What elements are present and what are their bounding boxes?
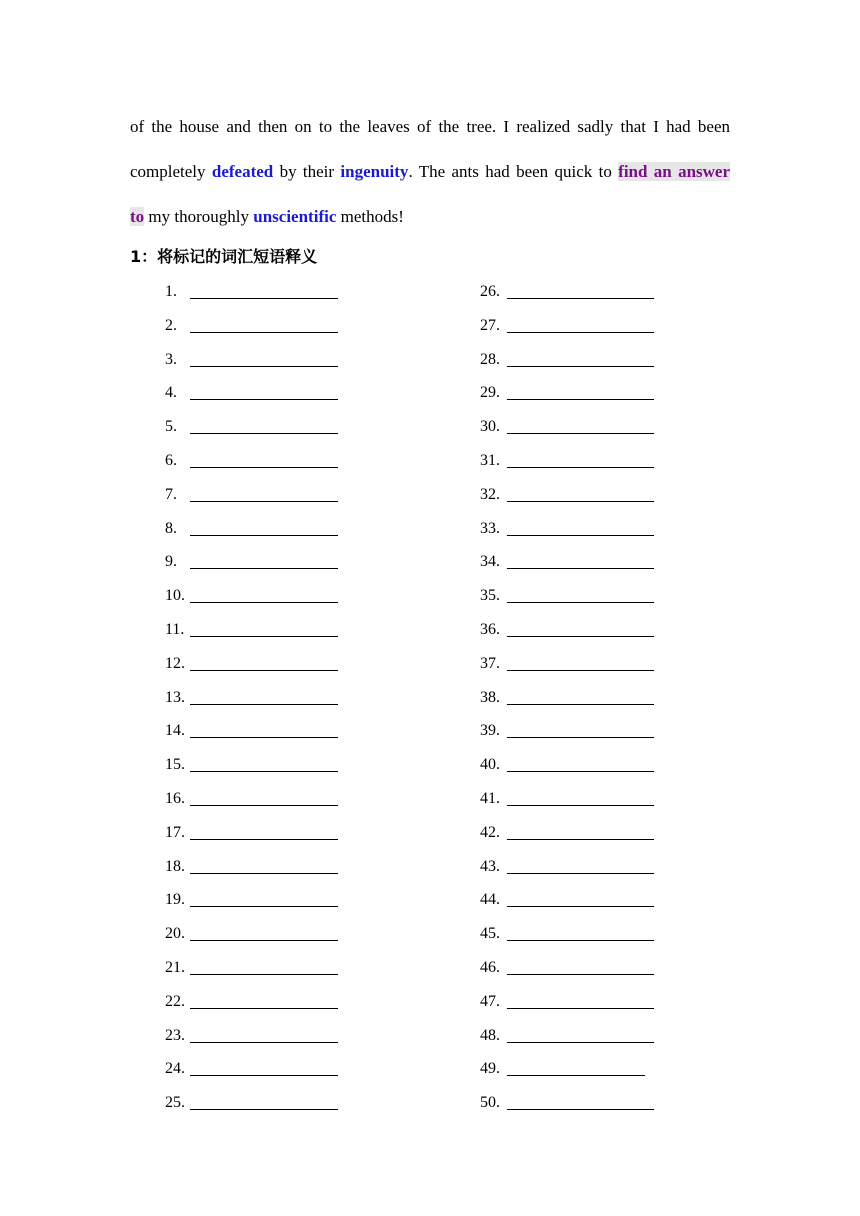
answer-blank[interactable]	[190, 873, 338, 874]
item-number: 34.	[480, 553, 500, 571]
answer-item	[165, 483, 365, 507]
answer-item	[480, 652, 680, 676]
item-number: 39.	[480, 722, 500, 740]
item-number: 17.	[165, 823, 185, 841]
item-number: 38.	[480, 688, 500, 706]
item-number: 22.	[165, 992, 185, 1010]
passage-line-2	[130, 160, 730, 184]
answer-blank[interactable]	[507, 771, 654, 772]
answer-blank[interactable]	[190, 771, 338, 772]
item-number: 3.	[165, 350, 177, 368]
item-number: 41.	[480, 790, 500, 807]
answer-item	[480, 922, 680, 946]
answer-item	[480, 990, 680, 1014]
answer-item	[480, 1024, 680, 1048]
answer-item	[480, 449, 680, 473]
answer-blank[interactable]	[507, 839, 654, 840]
item-number: 29.	[480, 384, 500, 402]
item-number: 47.	[480, 992, 500, 1010]
answer-item	[165, 855, 365, 879]
answer-item	[165, 1024, 365, 1048]
answer-blank[interactable]	[507, 1042, 654, 1043]
keyword-ingenuity: ingenuity	[340, 162, 409, 181]
answer-item	[480, 618, 680, 642]
item-number: 48.	[480, 1026, 500, 1044]
answer-item	[165, 956, 365, 980]
answer-blank[interactable]	[190, 568, 338, 569]
item-number: 10.	[165, 587, 185, 605]
item-number: 6.	[165, 452, 177, 469]
answer-blank[interactable]	[507, 805, 654, 806]
answer-blank[interactable]	[190, 399, 338, 400]
answer-blank[interactable]	[190, 1042, 338, 1043]
answer-blank[interactable]	[190, 332, 338, 333]
item-number: 40.	[480, 756, 500, 774]
item-number: 24.	[165, 1060, 185, 1078]
answer-item	[165, 719, 365, 743]
answer-blank[interactable]	[190, 974, 338, 975]
answer-item	[165, 584, 365, 608]
answer-blank[interactable]	[190, 535, 338, 536]
answer-item	[165, 753, 365, 777]
keyword-defeated: defeated	[211, 162, 274, 181]
answer-item	[480, 855, 680, 879]
answer-item	[165, 922, 365, 946]
phrase-find-an-answer: find an answer	[618, 162, 731, 181]
answer-item	[480, 314, 680, 338]
answer-blank[interactable]	[190, 839, 338, 840]
answer-item	[165, 314, 365, 338]
item-number: 19.	[165, 891, 185, 909]
passage-line-1: of the house and then on to the leaves of the tree. I realized sadly that I had been	[130, 117, 730, 136]
task-heading: 1：将标记的词汇短语释义	[130, 247, 318, 266]
answer-item	[165, 280, 365, 304]
item-number: 25.	[165, 1094, 185, 1112]
answer-item	[480, 787, 680, 811]
item-number: 33.	[480, 519, 500, 537]
passage-text: methods!	[336, 207, 404, 226]
answer-item	[480, 888, 680, 912]
answer-item	[165, 821, 365, 845]
passage-text: by their	[273, 162, 341, 181]
item-number: 9.	[165, 553, 177, 571]
answer-blank[interactable]	[190, 433, 338, 434]
answer-item	[165, 415, 365, 439]
answer-item	[480, 719, 680, 743]
answer-item	[480, 1057, 680, 1081]
answer-item	[165, 787, 365, 811]
passage-text: completely	[130, 162, 212, 181]
answer-item	[480, 483, 680, 507]
answer-blank[interactable]	[507, 873, 654, 874]
passage-line-3	[130, 205, 730, 229]
answer-blank[interactable]	[507, 704, 654, 705]
answer-blank[interactable]	[190, 704, 338, 705]
answer-blank[interactable]	[190, 501, 338, 502]
answer-blank[interactable]	[507, 636, 654, 637]
answer-blank[interactable]	[507, 433, 654, 434]
passage-text: my thoroughly	[144, 207, 254, 226]
item-number: 1.	[165, 283, 177, 300]
item-number: 31.	[480, 452, 500, 469]
answer-item	[480, 550, 680, 574]
item-number: 4.	[165, 384, 177, 402]
phrase-to: to	[130, 207, 145, 226]
answer-item	[480, 821, 680, 845]
answer-blank[interactable]	[507, 1109, 654, 1110]
answer-blank[interactable]	[190, 906, 338, 907]
answer-item	[480, 956, 680, 980]
item-number: 49.	[480, 1060, 500, 1078]
item-number: 36.	[480, 621, 500, 638]
item-number: 44.	[480, 891, 500, 909]
answer-item	[165, 888, 365, 912]
answer-item	[165, 618, 365, 642]
answer-blank[interactable]	[190, 636, 338, 637]
item-number: 5.	[165, 418, 177, 436]
item-number: 21.	[165, 959, 185, 976]
answer-blank[interactable]	[190, 1075, 338, 1076]
item-number: 8.	[165, 519, 177, 537]
answer-blank[interactable]	[190, 602, 338, 603]
answer-item	[480, 517, 680, 541]
keyword-unscientific: unscientific	[253, 207, 337, 226]
item-number: 12.	[165, 654, 185, 672]
answer-blank[interactable]	[507, 906, 654, 907]
answer-item	[480, 753, 680, 777]
answer-blank[interactable]	[507, 1008, 654, 1009]
item-number: 43.	[480, 857, 500, 875]
answer-item	[480, 1091, 680, 1115]
answer-blank[interactable]	[507, 332, 654, 333]
answer-blank[interactable]	[190, 737, 338, 738]
item-number: 32.	[480, 485, 500, 503]
answer-blank[interactable]	[507, 298, 654, 299]
answer-blank[interactable]	[190, 670, 338, 671]
answer-item	[165, 652, 365, 676]
answer-item	[480, 348, 680, 372]
answer-item	[480, 280, 680, 304]
answer-item	[480, 686, 680, 710]
item-number: 16.	[165, 790, 185, 807]
item-number: 23.	[165, 1026, 185, 1044]
answer-blank[interactable]	[190, 298, 338, 299]
answer-item	[165, 990, 365, 1014]
answer-blank[interactable]	[507, 1075, 645, 1076]
answer-blank[interactable]	[507, 670, 654, 671]
item-number: 7.	[165, 485, 177, 503]
item-number: 37.	[480, 654, 500, 672]
item-number: 28.	[480, 350, 500, 368]
answer-item	[480, 381, 680, 405]
item-number: 46.	[480, 959, 500, 976]
answer-blank[interactable]	[507, 737, 654, 738]
passage-text: . The ants had been quick to	[408, 162, 619, 181]
item-number: 45.	[480, 925, 500, 943]
answer-item	[165, 686, 365, 710]
item-number: 20.	[165, 925, 185, 943]
answer-blank[interactable]	[507, 974, 654, 975]
answer-blank[interactable]	[507, 366, 654, 367]
answer-item	[165, 449, 365, 473]
answer-blank[interactable]	[190, 805, 338, 806]
item-number: 26.	[480, 283, 500, 300]
answer-item	[165, 517, 365, 541]
item-number: 35.	[480, 587, 500, 605]
item-number: 14.	[165, 722, 185, 740]
answer-blank[interactable]	[507, 535, 654, 536]
answer-blank[interactable]	[190, 940, 338, 941]
item-number: 2.	[165, 316, 177, 334]
item-number: 50.	[480, 1094, 500, 1112]
answer-item	[165, 348, 365, 372]
item-number: 13.	[165, 688, 185, 706]
answer-blank[interactable]	[190, 1109, 338, 1110]
item-number: 11.	[165, 621, 185, 638]
answer-blank[interactable]	[507, 568, 654, 569]
answer-item	[480, 415, 680, 439]
item-number: 42.	[480, 823, 500, 841]
answer-item	[165, 550, 365, 574]
answer-blank[interactable]	[507, 602, 654, 603]
answer-blank[interactable]	[507, 501, 654, 502]
answer-blank[interactable]	[507, 467, 654, 468]
answer-item	[165, 381, 365, 405]
answer-blank[interactable]	[190, 467, 338, 468]
answer-item	[165, 1057, 365, 1081]
item-number: 18.	[165, 857, 185, 875]
answer-blank[interactable]	[507, 940, 654, 941]
answer-item	[165, 1091, 365, 1115]
item-number: 15.	[165, 756, 185, 774]
answer-item	[480, 584, 680, 608]
answer-blank[interactable]	[507, 399, 654, 400]
answer-blank[interactable]	[190, 366, 338, 367]
answer-blank[interactable]	[190, 1008, 338, 1009]
item-number: 30.	[480, 418, 500, 436]
item-number: 27.	[480, 316, 500, 334]
